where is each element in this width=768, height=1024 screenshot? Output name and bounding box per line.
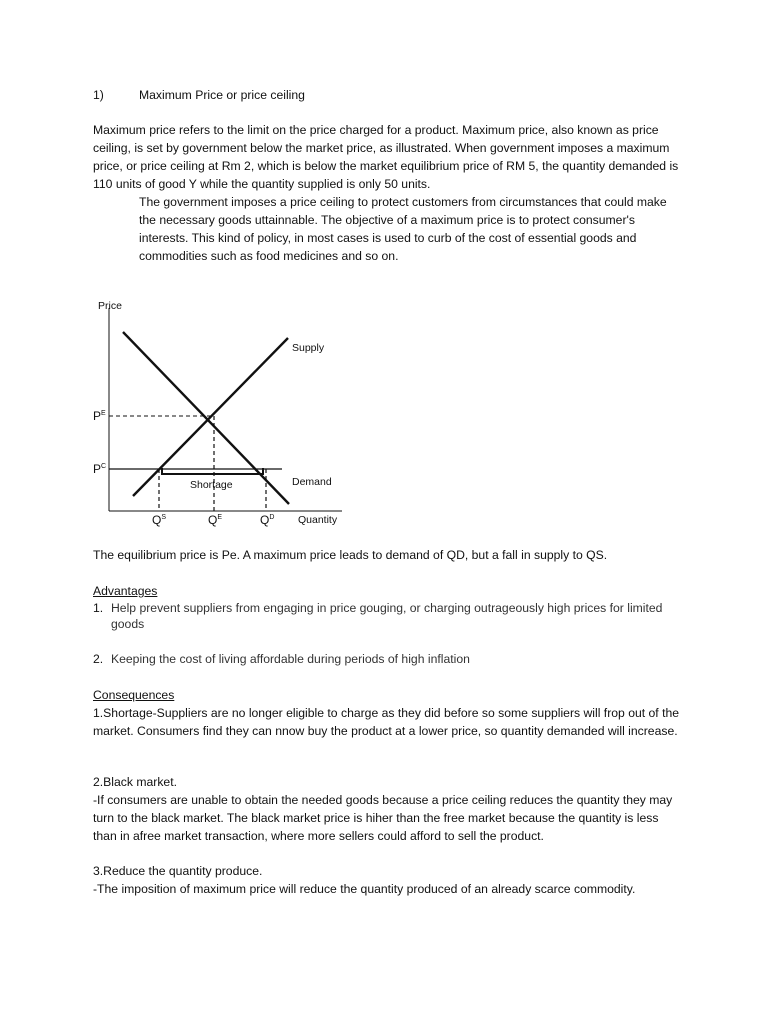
supply-curve [133, 338, 288, 496]
consequence-3-heading: 3.Reduce the quantity produce. [93, 864, 263, 878]
pc-label: $P^C$ [93, 462, 107, 476]
shortage-label: Shortage [190, 479, 233, 491]
advantage-number-2: 2. [93, 652, 104, 666]
advantage-item-2 [93, 651, 693, 667]
demand-label: Demand [292, 476, 332, 488]
consequences-title: Consequences [93, 688, 175, 702]
intro-paragraph-1: Maximum price refers to the limit on the price charged for a product. Maximum price, also known as price ceiling, is set by government below the market price, as illustrated. When government imposes a maximum price, or price ceiling at Rm 2, which is below the market equilibrium price of RM 5, the quantity demanded is 110 units of good Y while the quantity supplied is only 50 units. [93, 123, 679, 191]
qe-label: $Q^E$ [208, 513, 223, 527]
consequence-2-heading: 2.Black market. [93, 775, 177, 789]
qd-label: $Q^D$ [260, 513, 275, 527]
pe-label: $P^E$ [93, 409, 106, 423]
advantage-item-1 [93, 600, 693, 632]
section-title: Maximum Price or price ceiling [139, 88, 305, 102]
consequence-2 [93, 773, 683, 845]
section-number: 1) [93, 88, 104, 102]
intro-paragraph-2: The government imposes a price ceiling to protect customers from circumstances that could make the necessary goods uttainnable. The objective of a maximum price is to protect consumer's interests. This kind of policy, in most cases is used to curb of the cost of essential goods and commodities such as food medicines and so on. [139, 195, 667, 263]
advantages-title: Advantages [93, 584, 158, 598]
intro-text [93, 121, 683, 265]
equilibrium-text: The equilibrium price is Pe. A maximum price leads to demand of QD, but a fall in supply to QS. [93, 548, 608, 562]
advantage-text-2: Keeping the cost of living affordable during periods of high inflation [111, 652, 470, 666]
consequence-2-body: -If consumers are unable to obtain the needed goods because a price ceiling reduces the quantity they may turn to the black market. The black market price is hiher than the free market because the quantity is less than in afree market transaction, where more sellers could afford to sell the product. [93, 793, 673, 843]
y-axis-label: Price [98, 300, 122, 312]
consequence-3 [93, 862, 683, 898]
consequence-1: 1.Shortage-Suppliers are no longer eligible to charge as they did before so some suppliers will frop out of the market. Consumers find they can nnow buy the product at a lower price, so quantity demanded will increase. [93, 706, 680, 738]
section-heading [93, 86, 493, 104]
supply-label: Supply [292, 342, 325, 354]
advantage-text-1: Help prevent suppliers from engaging in price gouging, or charging outrageously high prices for limited goods [111, 601, 663, 631]
advantage-number-1: 1. [93, 601, 104, 615]
qs-label: $Q^S$ [152, 513, 167, 527]
consequence-3-body: -The imposition of maximum price will reduce the quantity produced of an already scarce commodity. [93, 882, 636, 896]
x-axis-label: Quantity [298, 514, 338, 526]
price-ceiling-diagram [90, 296, 350, 528]
